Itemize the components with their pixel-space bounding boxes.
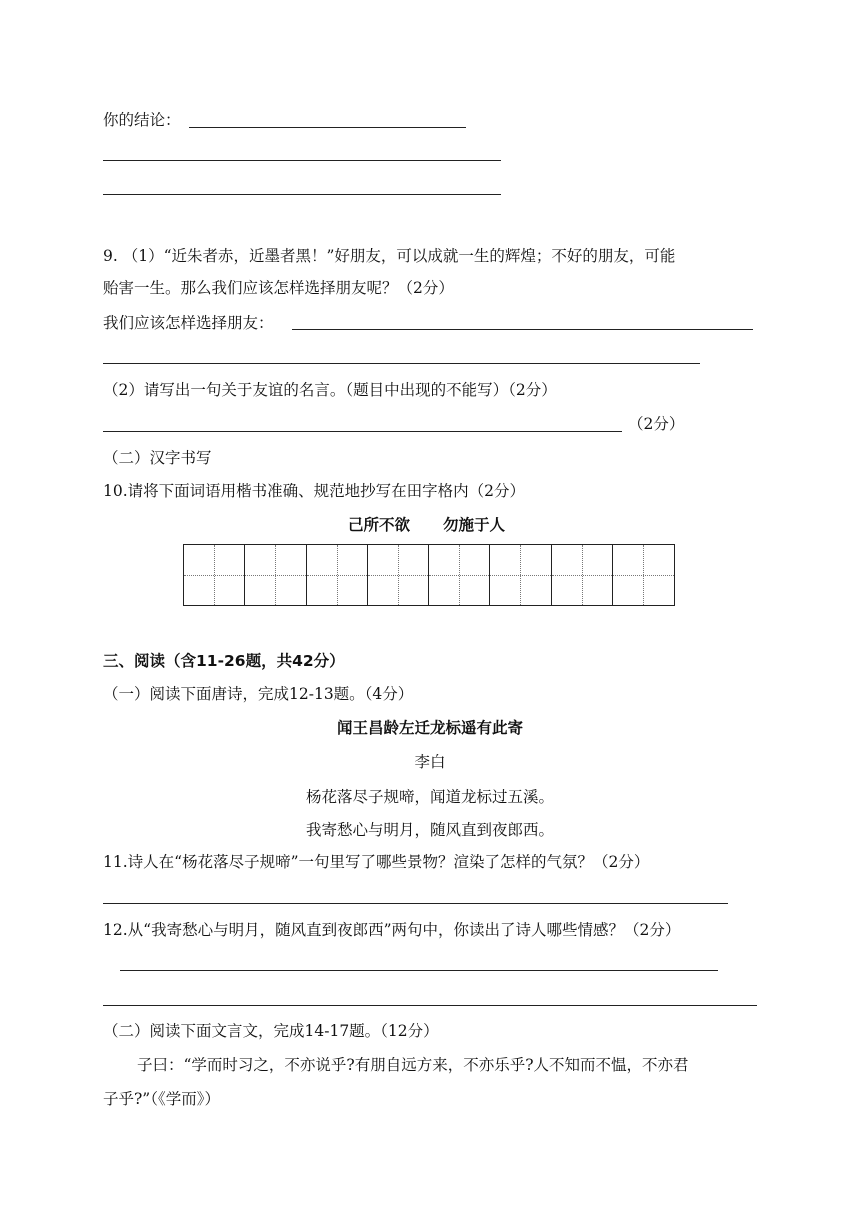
- q9-part1-line1: 9. （1）“近朱者赤，近墨者黑！”好朋友，可以成就一生的辉煌；不好的朋友，可能: [103, 247, 676, 265]
- tianzige-cell[interactable]: [490, 545, 551, 605]
- q12-answer-line-1[interactable]: [120, 970, 718, 971]
- q11-answer-line[interactable]: [103, 903, 728, 904]
- section-3-title: 三、阅读（含11-26题，共42分）: [103, 652, 345, 670]
- q9-part2-answer-line[interactable]: [103, 431, 622, 432]
- conclusion-answer-line-1[interactable]: [189, 127, 466, 128]
- tianzige-cell[interactable]: [429, 545, 490, 605]
- poem-title: 闻王昌龄左迁龙标遥有此寄: [336, 719, 523, 737]
- q10-prompt: 10.请将下面词语用楷书准确、规范地抄写在田字格内（2分）: [103, 482, 526, 500]
- q9-answer-label: 我们应该怎样选择朋友：: [103, 314, 274, 332]
- section-2-title: （二）汉字书写: [103, 449, 212, 467]
- q12-prompt: 12.从“我寄愁心与明月，随风直到夜郎西”两句中，你读出了诗人哪些情感？（2分）: [103, 921, 681, 939]
- conclusion-answer-line-2[interactable]: [103, 160, 501, 161]
- tianzige-cell[interactable]: [368, 545, 429, 605]
- q9-part2-prompt: （2）请写出一句关于友谊的名言。（题目中出现的不能写）（2分）: [103, 381, 557, 399]
- tianzige-grid: [183, 544, 675, 606]
- tianzige-cell[interactable]: [552, 545, 613, 605]
- q9-part1-line2: 贻害一生。那么我们应该怎样选择朋友呢？（2分）: [103, 279, 454, 297]
- q9-part2-score: （2分）: [628, 415, 685, 433]
- poem-line-1: 杨花落尽子规啼，闻道龙标过五溪。: [305, 788, 554, 806]
- poem-author: 李白: [414, 753, 446, 771]
- classical-text-line-1: 子曰：“学而时习之，不亦说乎?有朋自远方来，不亦乐乎?人不知而不愠，不亦君: [137, 1056, 689, 1074]
- tianzige-cell[interactable]: [307, 545, 368, 605]
- q9-answer-line-1[interactable]: [292, 329, 753, 330]
- conclusion-label: 你的结论：: [103, 111, 181, 129]
- classical-section-intro: （二）阅读下面文言文，完成14-17题。（12分）: [103, 1022, 439, 1040]
- q10-phrase-1: 己所不欲: [348, 516, 411, 534]
- tianzige-cell[interactable]: [245, 545, 306, 605]
- poem-section-intro: （一）阅读下面唐诗，完成12-13题。（4分）: [103, 685, 414, 703]
- q12-answer-line-2[interactable]: [103, 1005, 757, 1006]
- classical-text-line-2: 子乎?”（《学而》）: [103, 1090, 220, 1108]
- q11-prompt: 11.诗人在“杨花落尽子规啼”一句里写了哪些景物？渲染了怎样的气氛？（2分）: [103, 853, 650, 871]
- poem-line-2: 我寄愁心与明月，随风直到夜郎西。: [305, 821, 554, 839]
- conclusion-answer-line-3[interactable]: [103, 194, 501, 195]
- tianzige-cell[interactable]: [613, 545, 674, 605]
- q10-phrase-2: 勿施于人: [443, 516, 506, 534]
- tianzige-cell[interactable]: [184, 545, 245, 605]
- q9-answer-line-2[interactable]: [103, 363, 700, 364]
